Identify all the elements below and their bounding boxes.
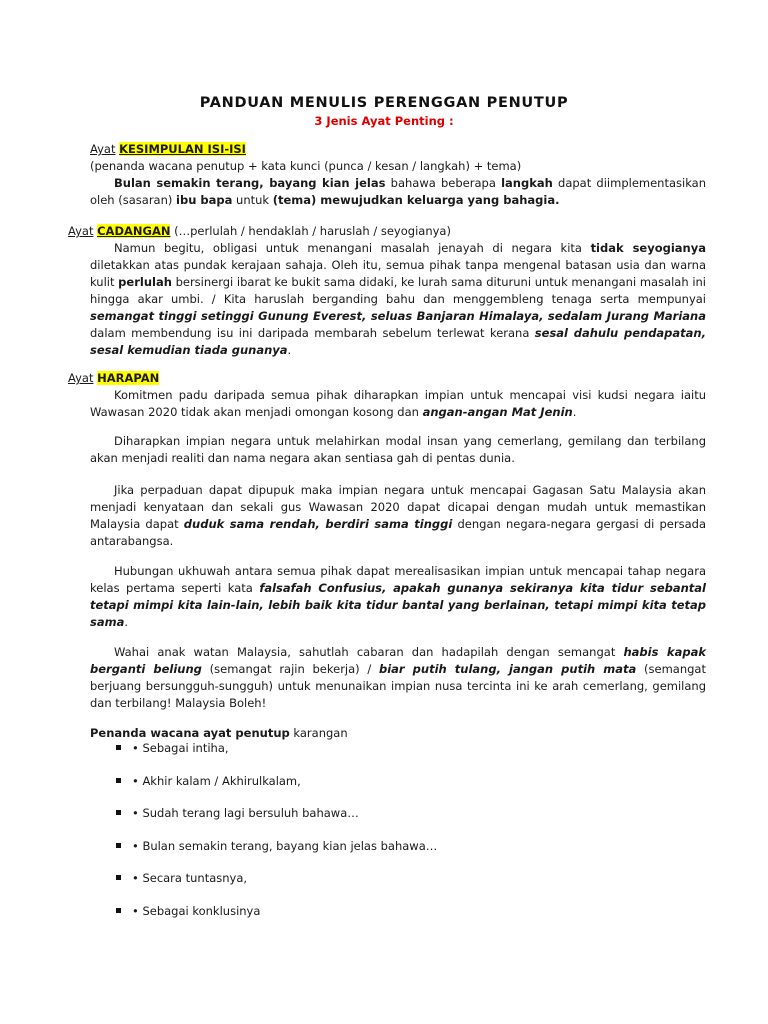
section-heading-prefix: Ayat: [68, 224, 94, 238]
harapan-paragraph-1: Komitmen padu daripada semua pihak diharapkan impian untuk mencapai visi kudsi negara iaitu Wawasan 2020 tidak akan menjadi omongan kosong dan angan-angan Mat Jenin.: [90, 388, 706, 419]
square-bullet-icon: [116, 810, 121, 815]
list-item: • Sebagai konklusinya: [116, 903, 437, 936]
section-heading-label: HARAPAN: [97, 371, 160, 385]
square-bullet-icon: [116, 778, 121, 783]
section-heading-cadangan: [68, 223, 451, 240]
harapan-paragraph-5: Wahai anak watan Malaysia, sahutlah cabaran dan hadapilah dengan semangat habis kapak berganti beliung (semangat rajin bekerja) / biar putih tulang, jangan putih mata (semangat berjuang bersungguh-sungguh) untuk menunaikan impian nusa tercinta ini ke arah cemerlang, gemilang dan terbilang! Malaysia Boleh!: [90, 645, 706, 710]
list-item: • Sudah terang lagi bersuluh bahawa…: [116, 805, 437, 838]
section-heading-label: KESIMPULAN ISI-ISI: [119, 142, 246, 156]
list-item: • Sebagai intiha,: [116, 740, 437, 773]
section-heading-kesimpulan: [90, 141, 246, 158]
list-item: • Bulan semakin terang, bayang kian jelas bahawa…: [116, 838, 437, 871]
kesimpulan-formula: (penanda wacana penutup + kata kunci (punca / kesan / langkah) + tema): [90, 159, 522, 173]
cadangan-hint: (…perlulah / hendaklah / haruslah / seyogianya): [170, 224, 451, 238]
cadangan-paragraph: Namun begitu, obligasi untuk menangani masalah jenayah di negara kita tidak seyogianya diletakkan atas pundak kerajaan sahaja. Oleh itu, semua pihak tanpa mengenal batasan usia dan warna kulit perlulah bersinergi ibarat ke bukit sama didaki, ke lurah sama dituruni untuk menangani masalah ini hingga akar umbi. / Kita haruslah berganding bahu dan menggembleng tenaga serta mempunyai semangat tinggi setinggi Gunung Everest, seluas Banjaran Himalaya, sedalam Jurang Mariana dalam membendung isu ini daripada membarah sebelum terlewat kerana sesal dahulu pendapatan, sesal kemudian tiada gunanya.: [90, 241, 706, 357]
markers-heading: Penanda wacana ayat penutup karangan: [90, 726, 348, 740]
square-bullet-icon: [116, 875, 121, 880]
square-bullet-icon: [116, 745, 121, 750]
square-bullet-icon: [116, 843, 121, 848]
list-item: • Akhir kalam / Akhirulkalam,: [116, 773, 437, 806]
page-title: PANDUAN MENULIS PERENGGAN PENUTUP: [199, 95, 569, 111]
section-heading-label: CADANGAN: [97, 224, 171, 238]
square-bullet-icon: [116, 908, 121, 913]
list-item: • Secara tuntasnya,: [116, 870, 437, 903]
kesimpulan-example: Bulan semakin terang, bayang kian jelas bahawa beberapa langkah dapat diimplementasikan oleh (sasaran) ibu bapa untuk (tema) mewujudkan keluarga yang bahagia.: [90, 176, 706, 207]
section-heading-harapan: [68, 370, 159, 387]
harapan-paragraph-4: Hubungan ukhuwah antara semua pihak dapat merealisasikan impian untuk mencapai tahap negara kelas pertama seperti kata falsafah Confusius, apakah gunanya sekiranya kita tidur sebantal tetapi mimpi kita lain-lain, lebih baik kita tidur bantal yang berlainan, tetapi mimpi kita tetap sama.: [90, 564, 706, 629]
section-heading-prefix: Ayat: [68, 371, 94, 385]
harapan-paragraph-3: Jika perpaduan dapat dipupuk maka impian negara untuk mencapai Gagasan Satu Malaysia akan menjadi kenyataan dan sekali gus Wawasan 2020 dapat dicapai dengan mudah untuk memastikan Malaysia dapat duduk sama rendah, berdiri sama tinggi dengan negara-negara gergasi di persada antarabangsa.: [90, 483, 706, 548]
harapan-paragraph-2: Diharapkan impian negara untuk melahirkan modal insan yang cemerlang, gemilang dan terbilang akan menjadi realiti dan nama negara akan sentiasa gah di pentas dunia.: [90, 434, 706, 465]
section-heading-prefix: Ayat: [90, 142, 116, 156]
markers-list: [116, 740, 437, 936]
page-subtitle: 3 Jenis Ayat Penting :: [314, 114, 454, 128]
